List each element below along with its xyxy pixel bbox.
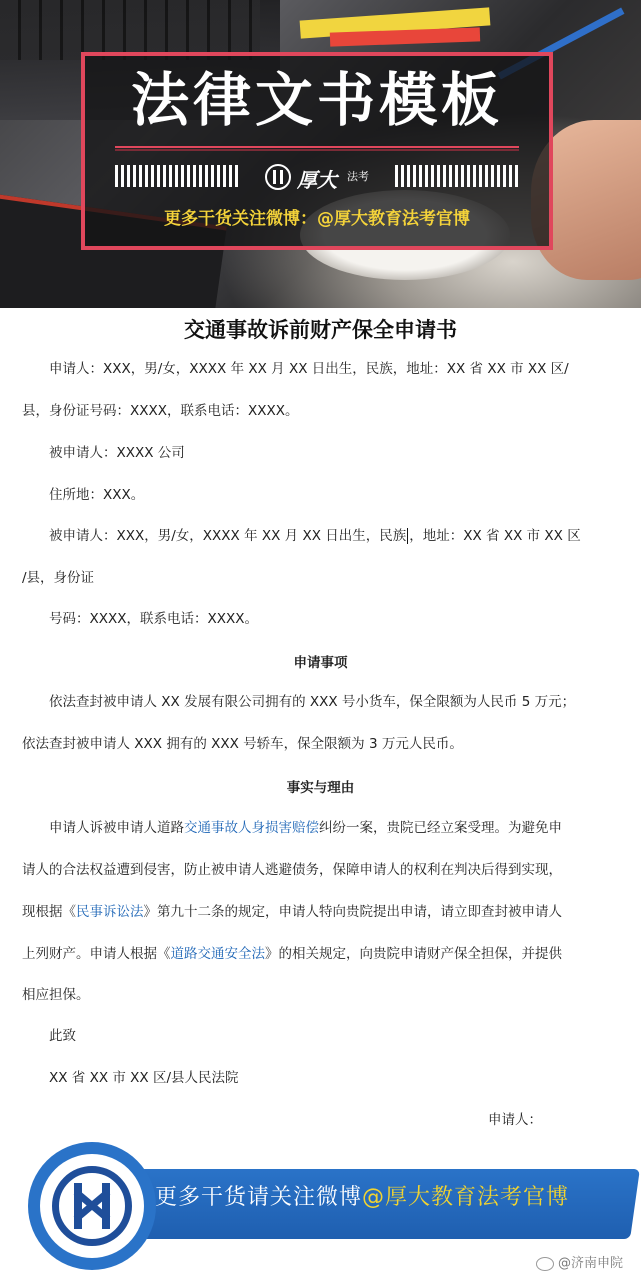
barcode-right-decoration: [395, 165, 519, 187]
brand-name: 厚大: [297, 168, 337, 192]
footer-slogan-a: 更多干货请关注微博: [155, 1185, 363, 1210]
facts-line-3-b: 》第九十二条的规定，申请人特向贵院提出申请，请立即查封被申请人: [143, 904, 562, 920]
applicant-signature: 申请人：: [488, 1112, 542, 1128]
facts-line-3-a: 现根据《: [22, 904, 76, 920]
weibo-icon: [536, 1257, 554, 1271]
barcode-left-decoration: [115, 165, 239, 187]
request-line-1: 依法查封被申请人 XX 发展有限公司拥有的 XXX 号小货车，保全限额为人民币 5 万元；: [49, 694, 576, 710]
respondent-company: 被申请人：XXXX 公司: [49, 445, 185, 461]
facts-line-5: 相应担保。: [22, 987, 90, 1003]
section-heading-facts: 事实与理由: [286, 780, 355, 796]
brand-subtitle: 法考: [347, 170, 369, 183]
header-banner: [0, 0, 641, 308]
section-heading-requests: 申请事项: [293, 655, 348, 671]
banner-title: 法律文书模板: [130, 66, 503, 134]
footer-slogan-handle: @厚大教育法考官博: [362, 1185, 570, 1210]
facts-line-1-a: 申请人诉被申请人道路: [49, 820, 184, 836]
respondent-line-1-b: ，地址：XX 省 XX 市 XX 区: [409, 528, 581, 544]
respondent-line-1-a: 被申请人：XXX，男/女，XXXX 年 XX 月 XX 日出生，民族: [49, 528, 407, 544]
facts-line-4-b: 》的相关规定，向贵院申请财产保全担保，并提供: [265, 946, 562, 962]
domicile: 住所地：XXX。: [49, 487, 145, 503]
facts-line-3: [22, 902, 562, 922]
respondent-line-1: [49, 526, 581, 546]
facts-line-1: [49, 818, 562, 838]
link-traffic-accident-compensation[interactable]: 交通事故人身损害赔偿: [184, 820, 319, 836]
link-civil-procedure-law[interactable]: 民事诉讼法: [76, 904, 144, 920]
document-title: 交通事故诉前财产保全申请书: [184, 318, 457, 342]
banner-frame: [81, 52, 553, 250]
weibo-watermark: [536, 1252, 623, 1271]
link-road-traffic-safety-law[interactable]: 道路交通安全法: [170, 946, 265, 962]
request-line-2: 依法查封被申请人 XXX 拥有的 XXX 号轿车，保全限额为 3 万元人民币。: [22, 736, 463, 752]
applicant-line-2: 县，身份证号码：XXXX，联系电话：XXXX。: [22, 403, 299, 419]
facts-line-1-b: 纠纷一案，贵院已经立案受理。为避免申: [319, 820, 562, 836]
banner-divider: [115, 146, 519, 148]
footer-banner: [0, 1140, 641, 1279]
court-name: XX 省 XX 市 XX 区/县人民法院: [49, 1070, 239, 1086]
keyboard-image: [0, 0, 260, 60]
salutation: 此致: [49, 1028, 76, 1044]
facts-line-4: [22, 944, 562, 964]
watermark-text: @济南申院: [557, 1256, 623, 1271]
facts-line-2: 请人的合法权益遭到侵害，防止被申请人逃避债务，保障申请人的权利在判决后得到实现，: [22, 862, 562, 878]
brand-logo-icon: [265, 164, 291, 190]
banner-slogan: 更多干货关注微博：@厚大教育法考官博: [164, 209, 470, 229]
footer-slogan: [155, 1180, 569, 1211]
applicant-line-1: 申请人：XXX，男/女，XXXX 年 XX 月 XX 日出生，民族，地址：XX 省 XX 市 XX 区/: [49, 361, 569, 377]
respondent-line-3: 号码：XXXX，联系电话：XXXX。: [49, 611, 258, 627]
facts-line-4-a: 上列财产。申请人根据《: [22, 946, 171, 962]
respondent-line-2: /县，身份证: [22, 570, 95, 586]
banner-divider-shadow: [115, 149, 519, 151]
